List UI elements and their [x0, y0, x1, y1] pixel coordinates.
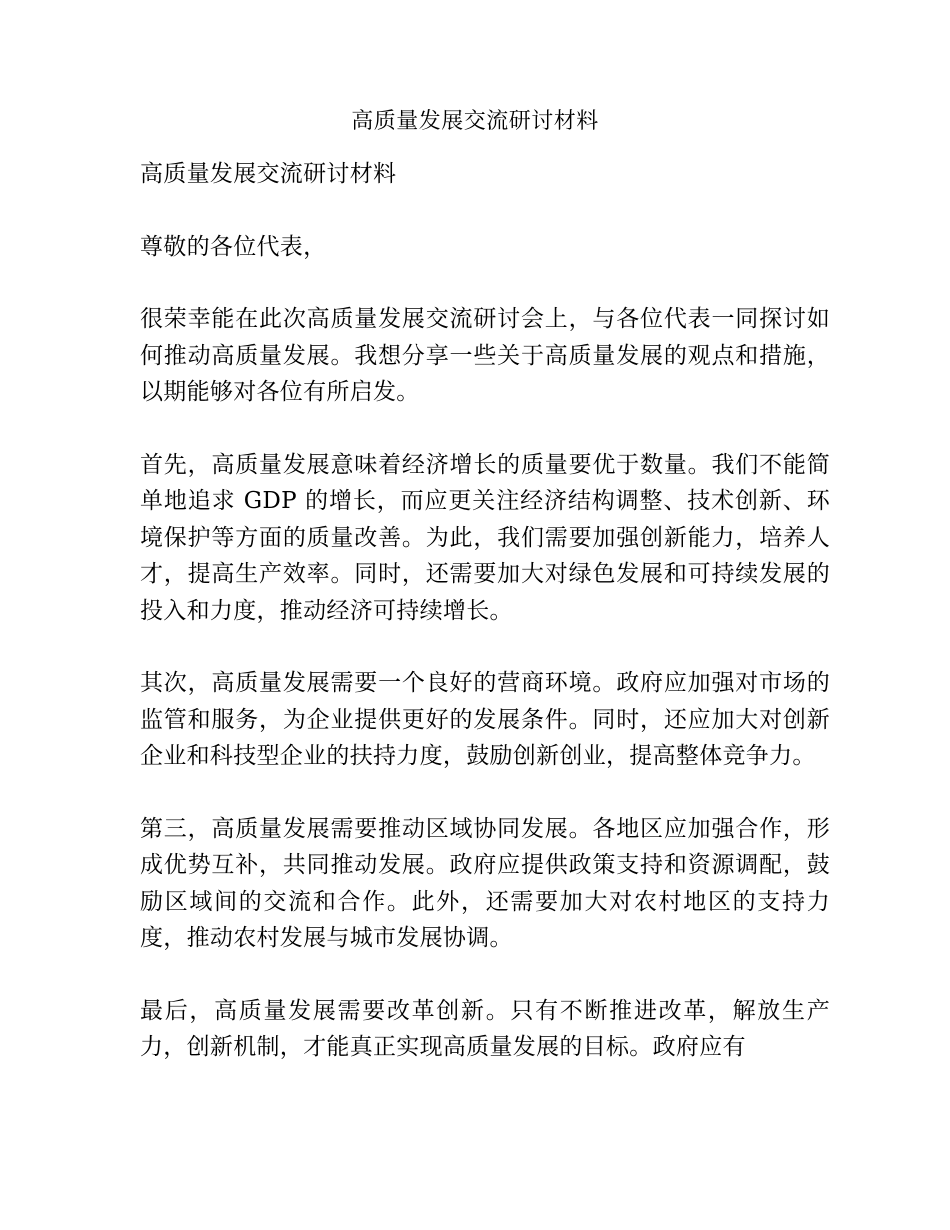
document-title: 高质量发展交流研讨材料 [351, 109, 599, 134]
paragraph-second: 其次，高质量发展需要一个良好的营商环境。政府应加强对市场的监管和服务，为企业提供更好的发展条件。同时，还应加大对创新企业和科技型企业的扶持力度，鼓励创新创业，提高整体竞争力。 [140, 670, 830, 769]
paragraph-last: 最后，高质量发展需要改革创新。只有不断推进改革，解放生产力，创新机制，才能真正实现高质量发展的目标。政府应有 [140, 997, 830, 1060]
paragraph-intro: 很荣幸能在此次高质量发展交流研讨会上，与各位代表一同探讨如何推动高质量发展。我想分享一些关于高质量发展的观点和措施，以期能够对各位有所启发。 [140, 306, 830, 405]
document-body [140, 156, 830, 1102]
paragraph-third: 第三，高质量发展需要推动区域协同发展。各地区应加强合作，形成优势互补，共同推动发展。政府应提供政策支持和资源调配，鼓励区域间的交流和合作。此外，还需要加大对农村地区的支持力度，推动农村发展与城市发展协调。 [140, 815, 830, 951]
body-heading: 高质量发展交流研讨材料 [140, 161, 397, 187]
salutation: 尊敬的各位代表， [140, 233, 327, 260]
paragraph-first: 首先，高质量发展意味着经济增长的质量要优于数量。我们不能简单地追求 GDP 的增长，而应更关注经济结构调整、技术创新、环境保护等方面的质量改善。为此，我们需要加强创新能力，培养人才，提高生产效率。同时，还需要加大对绿色发展和可持续发展的投入和力度，推动经济可持续增长。 [140, 451, 830, 624]
